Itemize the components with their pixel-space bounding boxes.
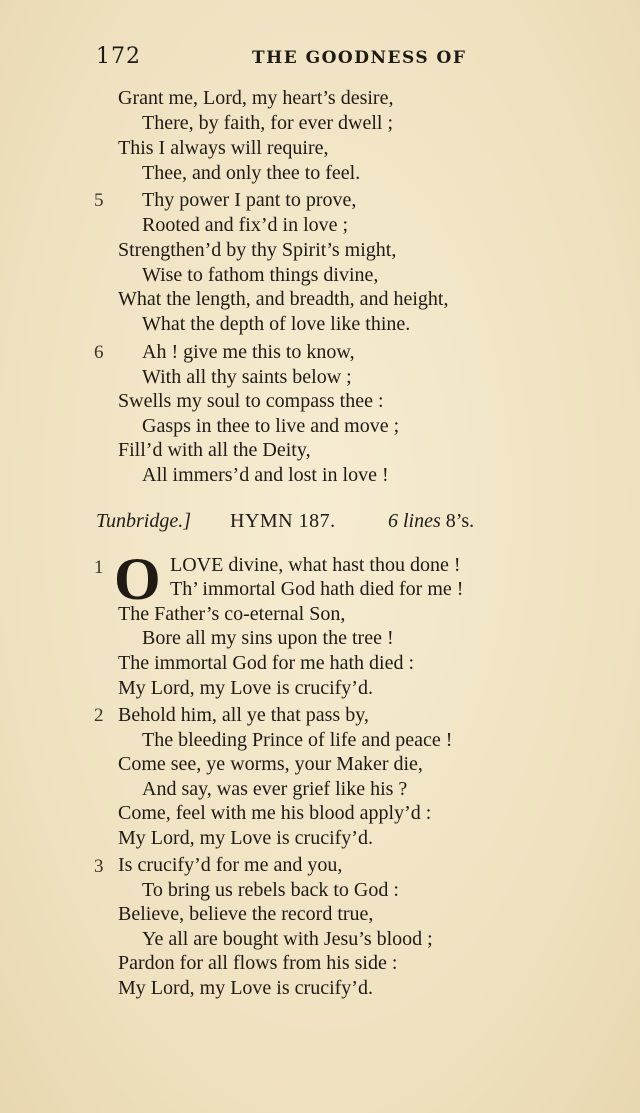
- stanza-number: 5: [94, 190, 104, 211]
- stanza-number: 6: [94, 342, 104, 363]
- verse-line: This I always will require,: [118, 137, 329, 159]
- verse-line: To bring us rebels back to God :: [142, 879, 399, 901]
- verse-line: Behold him, all ye that pass by,: [118, 704, 369, 726]
- verse-line: Gasps in thee to live and move ;: [142, 415, 400, 437]
- verse-line: Come see, ye worms, your Maker die,: [118, 753, 423, 775]
- verse-line: What the length, and breadth, and height,: [118, 288, 449, 310]
- verse-line: Swells my soul to compass thee :: [118, 390, 384, 412]
- verse-line: Believe, believe the record true,: [118, 903, 374, 925]
- verse-line: Pardon for all flows from his side :: [118, 952, 398, 974]
- page-header: [96, 44, 616, 74]
- page-number: 172: [96, 44, 141, 69]
- verse-line: Bore all my sins upon the tree !: [142, 627, 394, 649]
- verse-line: With all thy saints below ;: [142, 366, 352, 388]
- verse-line: Is crucify’d for me and you,: [118, 854, 343, 876]
- verse-line: The Father’s co-eternal Son,: [118, 603, 346, 625]
- verse-line: Wise to fathom things divine,: [142, 264, 379, 286]
- verse-line: What the depth of love like thine.: [142, 313, 411, 335]
- verse-line: And say, was ever grief like his ?: [142, 778, 408, 800]
- meter-syllables: 8’s.: [440, 510, 475, 532]
- hymn-heading: [96, 510, 616, 538]
- drop-cap: O: [114, 546, 161, 612]
- meter-lines: 6 lines: [388, 510, 441, 532]
- stanza-number: 1: [94, 557, 104, 578]
- verse-line: There, by faith, for ever dwell ;: [142, 112, 394, 134]
- stanza-number: 2: [94, 705, 104, 726]
- verse-line: The immortal God for me hath died :: [118, 652, 415, 674]
- verse-line: My Lord, my Love is crucify’d.: [118, 827, 373, 849]
- verse-line: Strengthen’d by thy Spirit’s might,: [118, 239, 397, 261]
- verse-line: My Lord, my Love is crucify’d.: [118, 977, 373, 999]
- hymn-title: HYMN 187.: [230, 510, 336, 532]
- verse-line: My Lord, my Love is crucify’d.: [118, 677, 373, 699]
- verse-line: Grant me, Lord, my heart’s desire,: [118, 87, 394, 109]
- verse-line: Come, feel with me his blood apply’d :: [118, 802, 432, 824]
- verse-line: The bleeding Prince of life and peace !: [142, 729, 453, 751]
- verse-line: Rooted and fix’d in love ;: [142, 214, 349, 236]
- verse-line: All immers’d and lost in love !: [142, 464, 389, 486]
- verse-line: Thee, and only thee to feel.: [142, 162, 361, 184]
- verse-line: LOVE divine, what hast thou done !: [170, 554, 461, 576]
- tune-name: Tunbridge.]: [96, 510, 192, 532]
- verse-line: Ah ! give me this to know,: [142, 341, 355, 363]
- hymn-meter: [388, 510, 474, 533]
- running-title: THE GOODNESS OF: [252, 48, 467, 68]
- stanza-number: 3: [94, 856, 104, 877]
- verse-line: Th’ immortal God hath died for me !: [170, 578, 464, 600]
- verse-line: Ye all are bought with Jesu’s blood ;: [142, 928, 433, 950]
- verse-line: Fill’d with all the Deity,: [118, 439, 311, 461]
- verse-line: Thy power I pant to prove,: [142, 189, 357, 211]
